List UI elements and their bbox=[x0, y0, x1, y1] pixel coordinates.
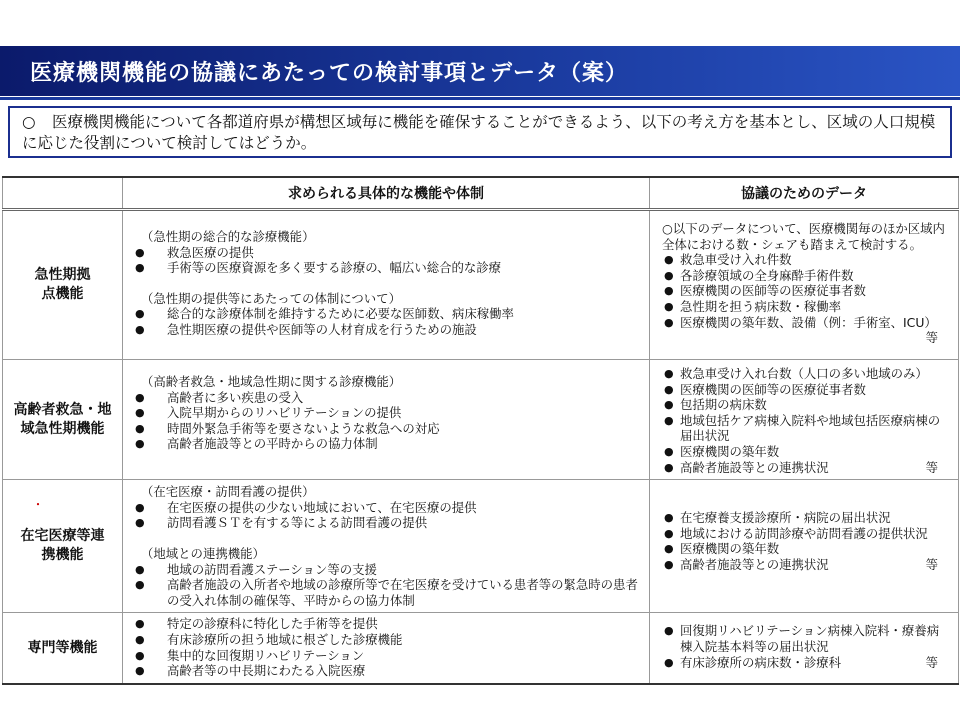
data-cell bbox=[650, 210, 959, 360]
function-list bbox=[135, 390, 641, 452]
data-list bbox=[662, 623, 950, 670]
list-item: ● 高齢者施設等との連携状況 等 bbox=[662, 557, 950, 573]
list-item: ● 回復期リハビリテーション病棟入院料・療養病棟入院基本料等の届出状況 bbox=[662, 623, 950, 654]
group-heading: （急性期の提供等にあたっての体制について） bbox=[141, 290, 401, 306]
category-label: 在宅医療等連携機能 bbox=[20, 528, 105, 564]
functions-cell bbox=[123, 210, 650, 360]
functions-cell bbox=[123, 480, 650, 613]
list-item: ● 医療機関の築年数 bbox=[662, 444, 950, 460]
list-item: ● 集中的な回復期リハビリテーション bbox=[135, 648, 641, 664]
category-home-care bbox=[3, 480, 123, 613]
list-item: ● 救急車受け入れ台数（人口の多い地域のみ） bbox=[662, 366, 950, 382]
list-item: ● 入院早期からのリハビリテーションの提供 bbox=[135, 405, 641, 421]
list-item: ● 高齢者施設等との連携状況 等 bbox=[662, 460, 950, 476]
group-heading: （急性期の総合的な診療機能） bbox=[141, 229, 315, 244]
list-item: ● 高齢者等の中長期にわたる入院医療 bbox=[135, 663, 641, 679]
list-item: ● 手術等の医療資源を多く要する診療の、幅広い総合的な診療 bbox=[135, 260, 641, 276]
list-item: ● 医療機関の医師等の医療従事者数 bbox=[662, 382, 950, 398]
function-list bbox=[135, 245, 641, 276]
list-item: ● 高齢者施設の入所者や地域の診療所等で在宅医療を受けている患者等の緊急時の患者の受入れ体制の確保等、平時からの協力体制 bbox=[135, 577, 641, 608]
function-table bbox=[2, 176, 959, 685]
function-list bbox=[135, 616, 641, 678]
table-row bbox=[3, 210, 959, 360]
list-item: ● 有床診療所の病床数・診療科 等 bbox=[662, 655, 950, 671]
list-item: ● 包括期の病床数 bbox=[662, 397, 950, 413]
group-heading: （地域との連携機能） bbox=[141, 545, 265, 561]
data-list bbox=[662, 366, 950, 475]
list-item: ● 地域包括ケア病棟入院料や地域包括医療病棟の届出状況 bbox=[662, 413, 950, 444]
data-list bbox=[662, 510, 950, 572]
category-acute bbox=[3, 210, 123, 360]
list-item: ● 訪問看護ＳＴを有する等による訪問看護の提供 bbox=[135, 515, 641, 531]
list-item: ● 急性期医療の提供や医師等の人材育成を行うための施設 bbox=[135, 322, 641, 338]
functions-cell bbox=[123, 360, 650, 480]
etc-label: 等 bbox=[925, 330, 938, 346]
table-row bbox=[3, 360, 959, 480]
function-list bbox=[135, 306, 641, 337]
data-intro: ○以下のデータについて、医療機関毎のほか区域内全体における数・シェアも踏まえて検討する。 bbox=[662, 221, 945, 252]
red-marker: ・ bbox=[33, 500, 43, 512]
list-item: ● 医療機関の医師等の医療従事者数 bbox=[662, 283, 950, 299]
table-header-row bbox=[3, 177, 959, 210]
list-item: ● 救急車受け入れ件数 bbox=[662, 252, 950, 268]
data-cell bbox=[650, 613, 959, 684]
list-item: ● 在宅医療の提供の少ない地域において、在宅医療の提供 bbox=[135, 500, 641, 516]
list-item: ● 高齢者施設等との平時からの協力体制 bbox=[135, 436, 641, 452]
list-item: ● 各診療領域の全身麻酔手術件数 bbox=[662, 268, 950, 284]
intro-box bbox=[8, 106, 952, 158]
group-heading: （在宅医療・訪問看護の提供） bbox=[141, 484, 315, 500]
table-row bbox=[3, 480, 959, 613]
data-cell bbox=[650, 480, 959, 613]
list-item: ● 医療機関の築年数 bbox=[662, 541, 950, 557]
function-list bbox=[135, 562, 641, 609]
table-row bbox=[3, 613, 959, 684]
intro-bullet: ○ bbox=[22, 113, 36, 131]
category-label: 高齢者救急・地域急性期機能 bbox=[13, 401, 112, 437]
list-item: ● 在宅療養支援診療所・病院の届出状況 bbox=[662, 510, 950, 526]
list-item: ● 医療機関の築年数、設備（例：手術室、ICU） bbox=[662, 315, 950, 331]
etc-label: 等 bbox=[925, 459, 938, 475]
list-item: ● 総合的な診療体制を維持するために必要な医師数、病床稼働率 bbox=[135, 306, 641, 322]
intro-text: 医療機関機能について各都道府県が構想区域毎に機能を確保することができるよう、以下の考え方を基本とし、区域の人口規模に応じた役割について検討してはどうか。 bbox=[22, 113, 936, 152]
header-data: 協議のためのデータ bbox=[650, 177, 959, 210]
etc-label: 等 bbox=[925, 654, 938, 670]
etc-label: 等 bbox=[925, 556, 938, 572]
title-bar bbox=[0, 46, 960, 96]
list-item: ● 特定の診療科に特化した手術等を提供 bbox=[135, 616, 641, 632]
list-item: ● 高齢者に多い疾患の受入 bbox=[135, 390, 641, 406]
data-cell bbox=[650, 360, 959, 480]
list-item: ● 有床診療所の担う地域に根ざした診療機能 bbox=[135, 632, 641, 648]
header-functions: 求められる具体的な機能や体制 bbox=[123, 177, 650, 210]
list-item: ● 地域の訪問看護ステーション等の支援 bbox=[135, 562, 641, 578]
list-item: ● 地域における訪問診療や訪問看護の提供状況 bbox=[662, 526, 950, 542]
category-specialty bbox=[3, 613, 123, 684]
functions-cell bbox=[123, 613, 650, 684]
category-label: 急性期拠点機能 bbox=[34, 267, 91, 302]
list-item: ● 時間外緊急手術等を要さないような救急への対応 bbox=[135, 421, 641, 437]
group-heading: （高齢者救急・地域急性期に関する診療機能） bbox=[141, 374, 402, 389]
list-item: ● 救急医療の提供 bbox=[135, 245, 641, 261]
category-label: 専門等機能 bbox=[27, 639, 98, 656]
list-item: ● 急性期を担う病床数・稼働率 bbox=[662, 299, 950, 315]
page-title: 医療機関機能の協議にあたっての検討事項とデータ（案） bbox=[30, 61, 629, 86]
data-list bbox=[662, 252, 950, 330]
function-list bbox=[135, 500, 641, 531]
header-blank bbox=[3, 177, 123, 210]
category-elderly-emergency bbox=[3, 360, 123, 480]
